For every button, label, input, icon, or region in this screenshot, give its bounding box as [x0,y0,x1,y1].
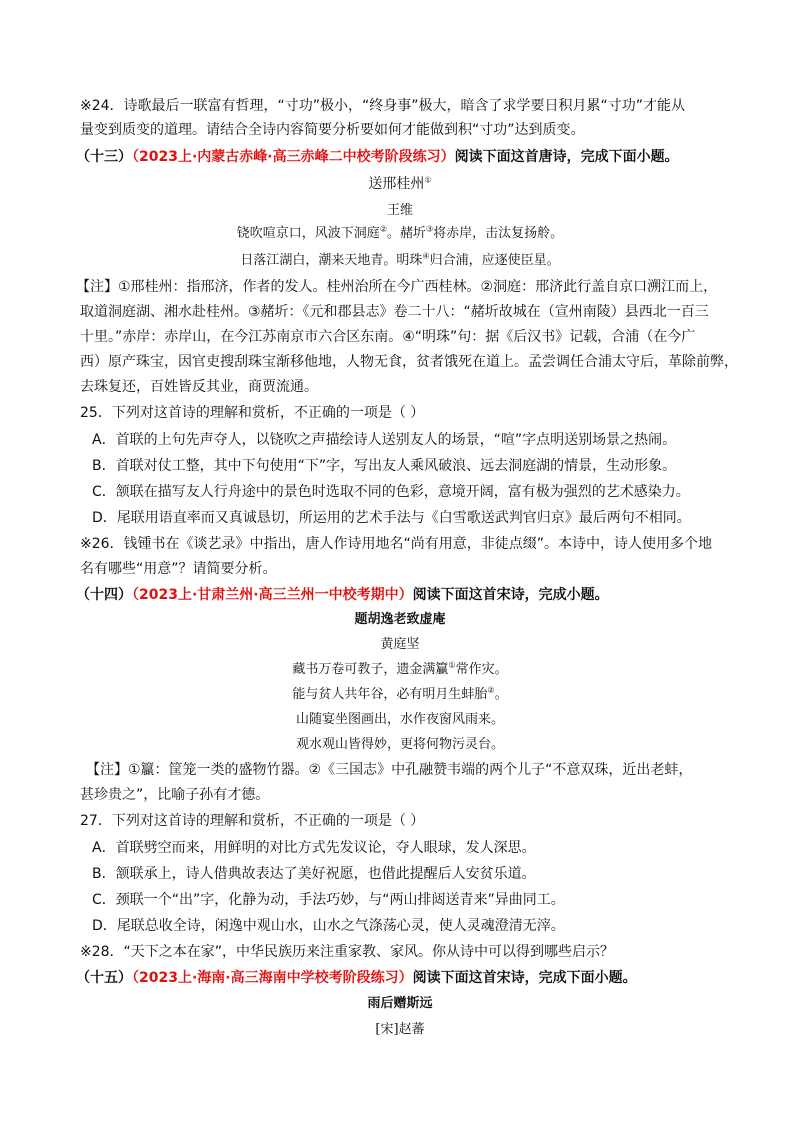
poem-title: 雨后赠斯远 [367,996,433,1011]
section-14-heading: （十四）（2023上·甘肃兰州·高三兰州一中校考期中）阅读下面这首宋诗，完成小题。 [76,587,609,603]
option-b: B．首联对仗工整，其中下句使用“下”字，写出友人乘风破浪、远去洞庭湖的情景，生动形象。 [92,458,677,474]
footnote-marker: ① [424,175,432,185]
poem-line: 能与贫人共年谷，必有明月生蚌胎②。 [292,685,508,702]
poem-author: 黄庭坚 [380,637,420,652]
poem-line: 山随宴坐图画出，水作夜窗风雨来。 [295,712,504,727]
note-line: 甚珍贵之”，比喻子孙有才德。 [80,787,270,803]
poem-author: [宋]赵蕃 [375,1022,425,1037]
question-27: 27．下列对这首诗的理解和赏析，不正确的一项是（ ） [80,813,425,829]
note-line: 取道洞庭湖、湘水赴桂州。③赭圻：《元和郡县志》卷二十八：“赭圻故城在（宣州南陵）县西北一百三 [80,304,709,320]
note-line: 十里。”赤岸：赤岸山，在今江苏南京市六合区东南。④“明珠”句：据《后汉书》记载，合浦（在今广 [80,329,696,345]
option-d: D．尾联总收全诗，闲逸中观山水，山水之气涤荡心灵，使人灵魂澄清无滓。 [92,918,565,934]
option-a: A．首联的上句先声夺人，以铙吹之声描绘诗人送别友人的场景，“喧”字点明送别场景之热闹。 [92,432,677,448]
section-instruction: 阅读下面这首唐诗，完成下面小题。 [454,149,679,165]
question-28: ※28．“天下之本在家”，中华民族历来注重家教、家风。你从诗中可以得到哪些启示？ [80,944,615,960]
q24-line1: ※24．诗歌最后一联富有哲理，“寸功”极小，“终身事”极大，暗含了求学要日积月累“寸功”才能从 [80,98,686,114]
poem-title: 送邢桂州① [368,175,432,192]
note-line: 西）原产珠宝，因官吏搜刮珠宝渐移他地，人物无食，贫者饿死在道上。孟尝调任合浦太守后，革除前弊， [80,354,738,370]
note-line: 【注】①邢桂州：指邢济，作者的发人。桂州治所在今广西桂林。②洞庭：邢济此行盖自京口溯江而上， [76,279,718,295]
poem-line: 日落江湖白，潮来天地青。明珠④归合浦，应逐使臣星。 [240,251,560,268]
note-line: 【注】①籯：筐笼一类的盛物竹器。②《三国志》中孔融赞韦端的两个儿子“不意双珠，近出老蚌， [86,762,693,778]
option-c: C．颈联一个“出”字，化静为动，手法巧妙，与“两山排闼送青来”异曲同工。 [92,892,565,908]
poem-line: 藏书万卷可教子，遗金满籯①常作灾。 [292,660,508,677]
poem-title: 题胡逸老致虚庵 [354,612,446,627]
question-25: 25．下列对这首诗的理解和赏析，不正确的一项是（ ） [80,405,425,421]
question-26-line1: ※26．钱锺书在《谈艺录》中指出，唐人作诗用地名“尚有用意，非徒点缀”。本诗中，诗人使用多个地 [80,536,713,552]
section-15-heading: （十五）（2023上·海南·高三海南中学校考阶段练习）阅读下面这首宋诗，完成下面小题。 [76,970,637,986]
section-source: （2023上·内蒙古赤峰·高三赤峰二中校考阶段练习） [132,149,455,165]
option-a: A．首联劈空而来，用鲜明的对比方式先发议论，夺人眼球，发人深思。 [92,840,536,856]
poem-line: 铙吹喧京口，风波下洞庭②。赭圻③将赤岸，击汰复扬舲。 [236,224,564,241]
poem-author: 王维 [386,203,413,218]
q24-line2: 量变到质变的道理。请结合全诗内容简要分析要如何才能做到积“寸功”达到质变。 [80,122,585,138]
section-number: （十三） [76,149,132,165]
option-d: D．尾联用语直率而又真诚恳切，所运用的艺术手法与《白雪歌送武判官归京》最后两句不相同。 [92,510,691,526]
section-13-heading [76,147,679,167]
question-26-line2: 名有哪些“用意”？请简要分析。 [80,561,277,577]
option-b: B．颔联承上，诗人借典故表达了美好祝愿，也借此提醒后人安贫乐道。 [92,866,536,882]
note-line: 去珠复还，百姓皆反其业，商贾流通。 [80,379,318,395]
poem-line: 观水观山皆得妙，更将何物污灵台。 [295,737,504,752]
option-c: C．颔联在描写友人行舟途中的景色时选取不同的色彩，意境开阔，富有极为强烈的艺术感染力。 [92,484,690,500]
